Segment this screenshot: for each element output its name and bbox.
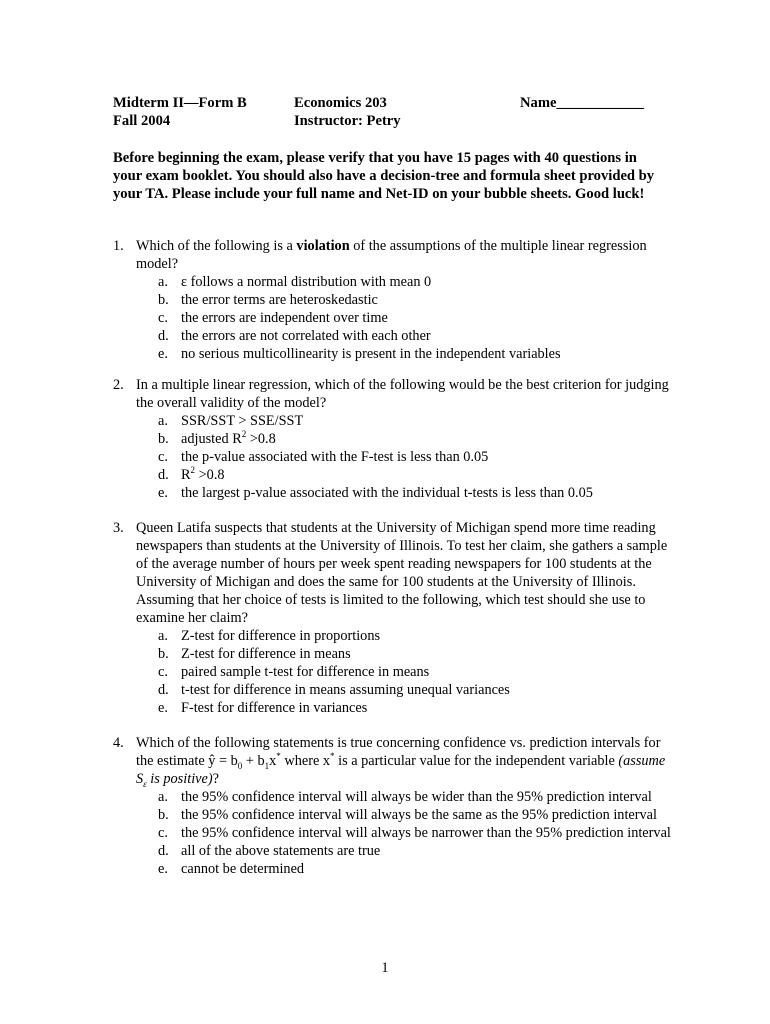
stem-text: of the assumptions of the multiple linear regression model? — [136, 238, 647, 272]
answer-option — [113, 681, 673, 699]
question-number: 3. — [113, 520, 124, 536]
question-2 — [113, 376, 673, 502]
option-letter: c. — [158, 664, 168, 680]
option-text: the 95% confidence interval will always be the same as the 95% prediction interval — [181, 807, 657, 823]
answer-option — [113, 309, 673, 327]
option-letter: a. — [158, 413, 168, 429]
answer-option — [113, 645, 673, 663]
answer-option — [113, 484, 673, 502]
subscript: 0 — [237, 760, 243, 771]
option-letter: e. — [158, 861, 168, 877]
stem-text: Queen Latifa suspects that students at the University of Michigan spend more time reading newspapers than students at the University of Illinois. To test her claim, she gathers a sample of the average number of hours per week spent reading newspapers for 100 students at the University of Michigan and does the same for 100 students at the University of Illinois. Assuming that her choice of tests is limited to the following, which test should she use to examine her claim? — [136, 520, 668, 626]
answer-option — [113, 448, 673, 466]
answer-option — [113, 412, 673, 430]
option-text: adjusted R — [181, 431, 242, 447]
option-letter: a. — [158, 628, 168, 644]
italic-text: is positive) — [146, 771, 213, 787]
option-letter: d. — [158, 843, 169, 859]
exam-instructions: Before beginning the exam, please verify that you have 15 pages with 40 questions in your exam booklet. You should also have a decision-tree and formula sheet provided by your TA. Please include your full name and Net-ID on your bubble sheets. Good luck! — [113, 150, 655, 202]
option-text: all of the above statements are true — [181, 843, 381, 859]
superscript: * — [330, 751, 335, 762]
option-letter: a. — [158, 789, 168, 805]
stem-text: In a multiple linear regression, which of the following would be the best criterion for judging the overall validity of the model? — [136, 377, 669, 411]
exam-title: Midterm II—Form B — [113, 95, 247, 111]
option-text: the 95% confidence interval will always be narrower than the 95% prediction interval — [181, 825, 671, 841]
option-text: Z-test for difference in means — [181, 646, 351, 662]
stem-text: Which of the following is a — [136, 238, 297, 254]
answer-option — [113, 842, 673, 860]
question-3 — [113, 519, 673, 717]
answer-option — [113, 627, 673, 645]
option-letter: e. — [158, 485, 168, 501]
option-letter: c. — [158, 825, 168, 841]
option-letter: c. — [158, 310, 168, 326]
question-stem — [113, 519, 673, 627]
answer-options — [113, 273, 673, 363]
question-4 — [113, 734, 673, 878]
option-text: the 95% confidence interval will always be wider than the 95% prediction interval — [181, 789, 652, 805]
option-text: the errors are not correlated with each other — [181, 328, 431, 344]
answer-option — [113, 663, 673, 681]
course-name: Economics 203 — [294, 95, 387, 111]
answer-option — [113, 788, 673, 806]
option-text: F-test for difference in variances — [181, 700, 368, 716]
answer-option — [113, 824, 673, 842]
option-text: the error terms are heteroskedastic — [181, 292, 378, 308]
answer-option — [113, 327, 673, 345]
option-text: no serious multicollinearity is present in the independent variables — [181, 346, 561, 362]
question-stem — [113, 237, 673, 273]
answer-option — [113, 466, 673, 484]
answer-option — [113, 273, 673, 291]
option-text: >0.8 — [195, 467, 225, 483]
option-text: cannot be determined — [181, 861, 305, 877]
option-text: t-test for difference in means assuming unequal variances — [181, 682, 510, 698]
stem-text: ? — [212, 771, 219, 787]
subscript: 1 — [264, 760, 270, 771]
option-letter: b. — [158, 431, 169, 447]
stem-text: Which of the following statements is true concerning confidence vs. prediction intervals for the estimate ŷ = b — [136, 735, 661, 769]
name-blank: ____________ — [556, 95, 645, 111]
answer-option — [113, 860, 673, 878]
option-letter: d. — [158, 682, 169, 698]
name-label: Name — [520, 95, 557, 111]
page-number: 1 — [381, 960, 389, 976]
answer-option — [113, 345, 673, 363]
option-letter: e. — [158, 346, 168, 362]
instructor-name: Instructor: Petry — [294, 113, 401, 129]
option-text: paired sample t-test for difference in means — [181, 664, 430, 680]
question-number: 4. — [113, 735, 124, 751]
superscript: 2 — [241, 429, 247, 440]
option-letter: b. — [158, 292, 169, 308]
stem-text: x — [269, 753, 277, 769]
question-number: 1. — [113, 238, 124, 254]
option-letter: c. — [158, 449, 168, 465]
italic-text: (assume S — [136, 753, 666, 787]
exam-term: Fall 2004 — [113, 113, 171, 129]
superscript: 2 — [190, 465, 196, 476]
option-letter: d. — [158, 467, 169, 483]
question-stem — [113, 376, 673, 412]
option-text: the errors are independent over time — [181, 310, 388, 326]
option-text: Z-test for difference in proportions — [181, 628, 381, 644]
answer-options — [113, 788, 673, 878]
answer-option — [113, 806, 673, 824]
option-letter: e. — [158, 700, 168, 716]
option-letter: b. — [158, 807, 169, 823]
answer-option — [113, 291, 673, 309]
option-text: ε follows a normal distribution with mean 0 — [181, 274, 432, 290]
stem-text: is a particular value for the independent variable — [334, 753, 619, 769]
question-1 — [113, 237, 673, 363]
answer-option — [113, 430, 673, 448]
option-text: R — [181, 467, 191, 483]
subscript: ε — [143, 778, 147, 789]
question-number: 2. — [113, 377, 124, 393]
option-letter: a. — [158, 274, 168, 290]
answer-options — [113, 627, 673, 717]
option-text: >0.8 — [246, 431, 276, 447]
question-stem — [113, 734, 673, 788]
stem-emphasis: violation — [296, 238, 350, 254]
option-letter: d. — [158, 328, 169, 344]
option-text: the largest p-value associated with the individual t-tests is less than 0.05 — [181, 485, 593, 501]
option-text: SSR/SST > SSE/SST — [181, 413, 304, 429]
name-field — [520, 94, 644, 112]
option-text: the p-value associated with the F-test is less than 0.05 — [181, 449, 489, 465]
stem-text: + b — [242, 753, 265, 769]
superscript: * — [276, 751, 281, 762]
answer-option — [113, 699, 673, 717]
stem-text: where x — [280, 753, 331, 769]
answer-options — [113, 412, 673, 502]
option-letter: b. — [158, 646, 169, 662]
